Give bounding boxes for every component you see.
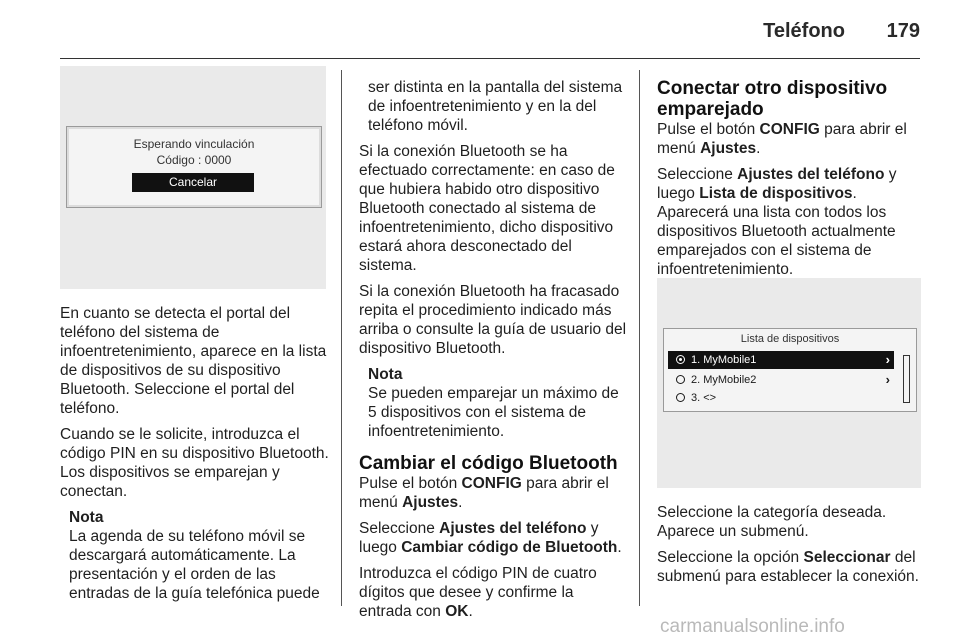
text-run: y luego <box>657 166 897 202</box>
right-column-bottom <box>657 503 923 593</box>
device-row-1[interactable] <box>668 351 894 369</box>
left-note <box>69 508 330 603</box>
pairing-dialog <box>66 126 322 208</box>
left-column <box>60 304 330 610</box>
chevron-right-icon: › <box>885 352 890 367</box>
middle-note <box>368 365 627 441</box>
left-paragraph-2: Cuando se le solicite, introduzca el código PIN en su dispositivo Bluetooth. Los dispositivos se emparejan y conectan. <box>60 426 329 500</box>
radio-selected-icon <box>676 355 685 364</box>
watermark: carmanualsonline.info <box>660 616 845 637</box>
text-run: Seleccione <box>359 520 440 537</box>
column-divider-right <box>639 70 640 606</box>
radio-icon <box>676 375 685 384</box>
text-run: del submenú para establecer la conexión. <box>657 549 919 585</box>
middle-note-text: Se pueden emparejar un máximo de 5 dispositivos con el sistema de infoentretenimiento. <box>368 385 619 440</box>
text-run: para abrir el menú <box>657 121 907 157</box>
left-note-title: Nota <box>69 509 104 526</box>
scrollbar[interactable] <box>903 355 910 403</box>
middle-paragraph-2: Si la conexión Bluetooth ha fracasado repita el procedimiento indicado más arriba o consulte la guía de usuario del dispositivo Bluetooth. <box>359 283 627 357</box>
cancel-button[interactable]: Cancelar <box>132 173 254 192</box>
right-step-1 <box>657 120 923 158</box>
header-rule <box>60 58 920 59</box>
phone-settings-label: Ajustes del teléfono <box>439 520 587 537</box>
device-name: 3. <> <box>691 392 717 404</box>
device-row-2[interactable] <box>668 371 894 389</box>
left-paragraph-1: En cuanto se detecta el portal del teléfono del sistema de infoentretenimiento, aparece en la lista de dispositivos de su dispositivo Bluetooth. Seleccione el portal del teléfono. <box>60 305 327 417</box>
right-step-2 <box>657 165 923 279</box>
device-list-label: Lista de dispositivos <box>699 185 853 202</box>
text-run: Seleccione la opción <box>657 549 804 566</box>
heading-connect-other-device: Conectar otro dispositivo emparejado <box>657 78 888 120</box>
right-column-top <box>657 78 923 286</box>
select-label: Seleccionar <box>803 549 891 566</box>
device-list-screen <box>663 328 917 412</box>
text-run: Introduzca el código PIN de cuatro dígitos que desee y confirme la entrada con <box>359 565 597 620</box>
ajustes-label: Ajustes <box>700 140 757 157</box>
radio-icon <box>676 393 685 402</box>
middle-continued-note: ser distinta en la pantalla del sistema de infoentretenimiento y en la del teléfono móvil. <box>368 79 623 134</box>
config-label: CONFIG <box>461 475 522 492</box>
text-run: . <box>756 140 761 157</box>
text-run: Pulse el botón <box>657 121 760 138</box>
config-label: CONFIG <box>759 121 820 138</box>
heading-change-bluetooth-code: Cambiar el código Bluetooth <box>359 453 618 474</box>
ok-label: OK <box>445 603 469 620</box>
pairing-code-text: Código : 0000 <box>156 153 232 167</box>
text-run: Pulse el botón <box>359 475 462 492</box>
right-paragraph-1: Seleccione la categoría deseada. Aparece un submenú. <box>657 504 887 540</box>
text-run: . <box>458 494 463 511</box>
text-run: . Aparecerá una lista con todos los dispositivos Bluetooth actualmente emparejados con el sistema de infoentretenimiento. <box>657 185 896 278</box>
text-run: . <box>468 603 473 620</box>
middle-step-1 <box>359 474 627 512</box>
pairing-waiting-text: Esperando vinculación <box>133 137 255 151</box>
left-note-text: La agenda de su teléfono móvil se descargará automáticamente. La presentación y el orden de las entradas de la guía telefónica puede <box>69 528 320 602</box>
middle-note-title: Nota <box>368 366 403 383</box>
scrollbar-thumb[interactable] <box>904 356 909 402</box>
device-name: 1. MyMobile1 <box>691 354 757 366</box>
figure-device-list <box>657 278 921 488</box>
device-row-3[interactable] <box>668 389 894 407</box>
text-run: Seleccione <box>657 166 738 183</box>
device-list-title: Lista de dispositivos <box>740 333 840 345</box>
chevron-right-icon: › <box>885 372 890 387</box>
phone-settings-label: Ajustes del teléfono <box>737 166 885 183</box>
middle-column <box>359 78 627 628</box>
page-header-title: Teléfono <box>763 20 845 42</box>
middle-step-3 <box>359 564 627 621</box>
figure-pairing-screen <box>60 66 326 289</box>
text-run: . <box>617 539 622 556</box>
text-run: y luego <box>359 520 599 556</box>
column-divider-left <box>341 70 342 606</box>
ajustes-label: Ajustes <box>402 494 459 511</box>
middle-step-2 <box>359 519 627 557</box>
text-run: para abrir el menú <box>359 475 609 511</box>
right-paragraph-2 <box>657 548 923 586</box>
page-number: 179 <box>886 20 920 42</box>
change-code-label: Cambiar código de Bluetooth <box>401 539 618 556</box>
device-name: 2. MyMobile2 <box>691 374 757 386</box>
middle-paragraph-1: Si la conexión Bluetooth se ha efectuado correctamente: en caso de que hubiera habido otro dispositivo Bluetooth conectado al sistema de infoentretenimiento, dicho dispositivo estará ahora desconectado del sistema. <box>359 143 615 274</box>
